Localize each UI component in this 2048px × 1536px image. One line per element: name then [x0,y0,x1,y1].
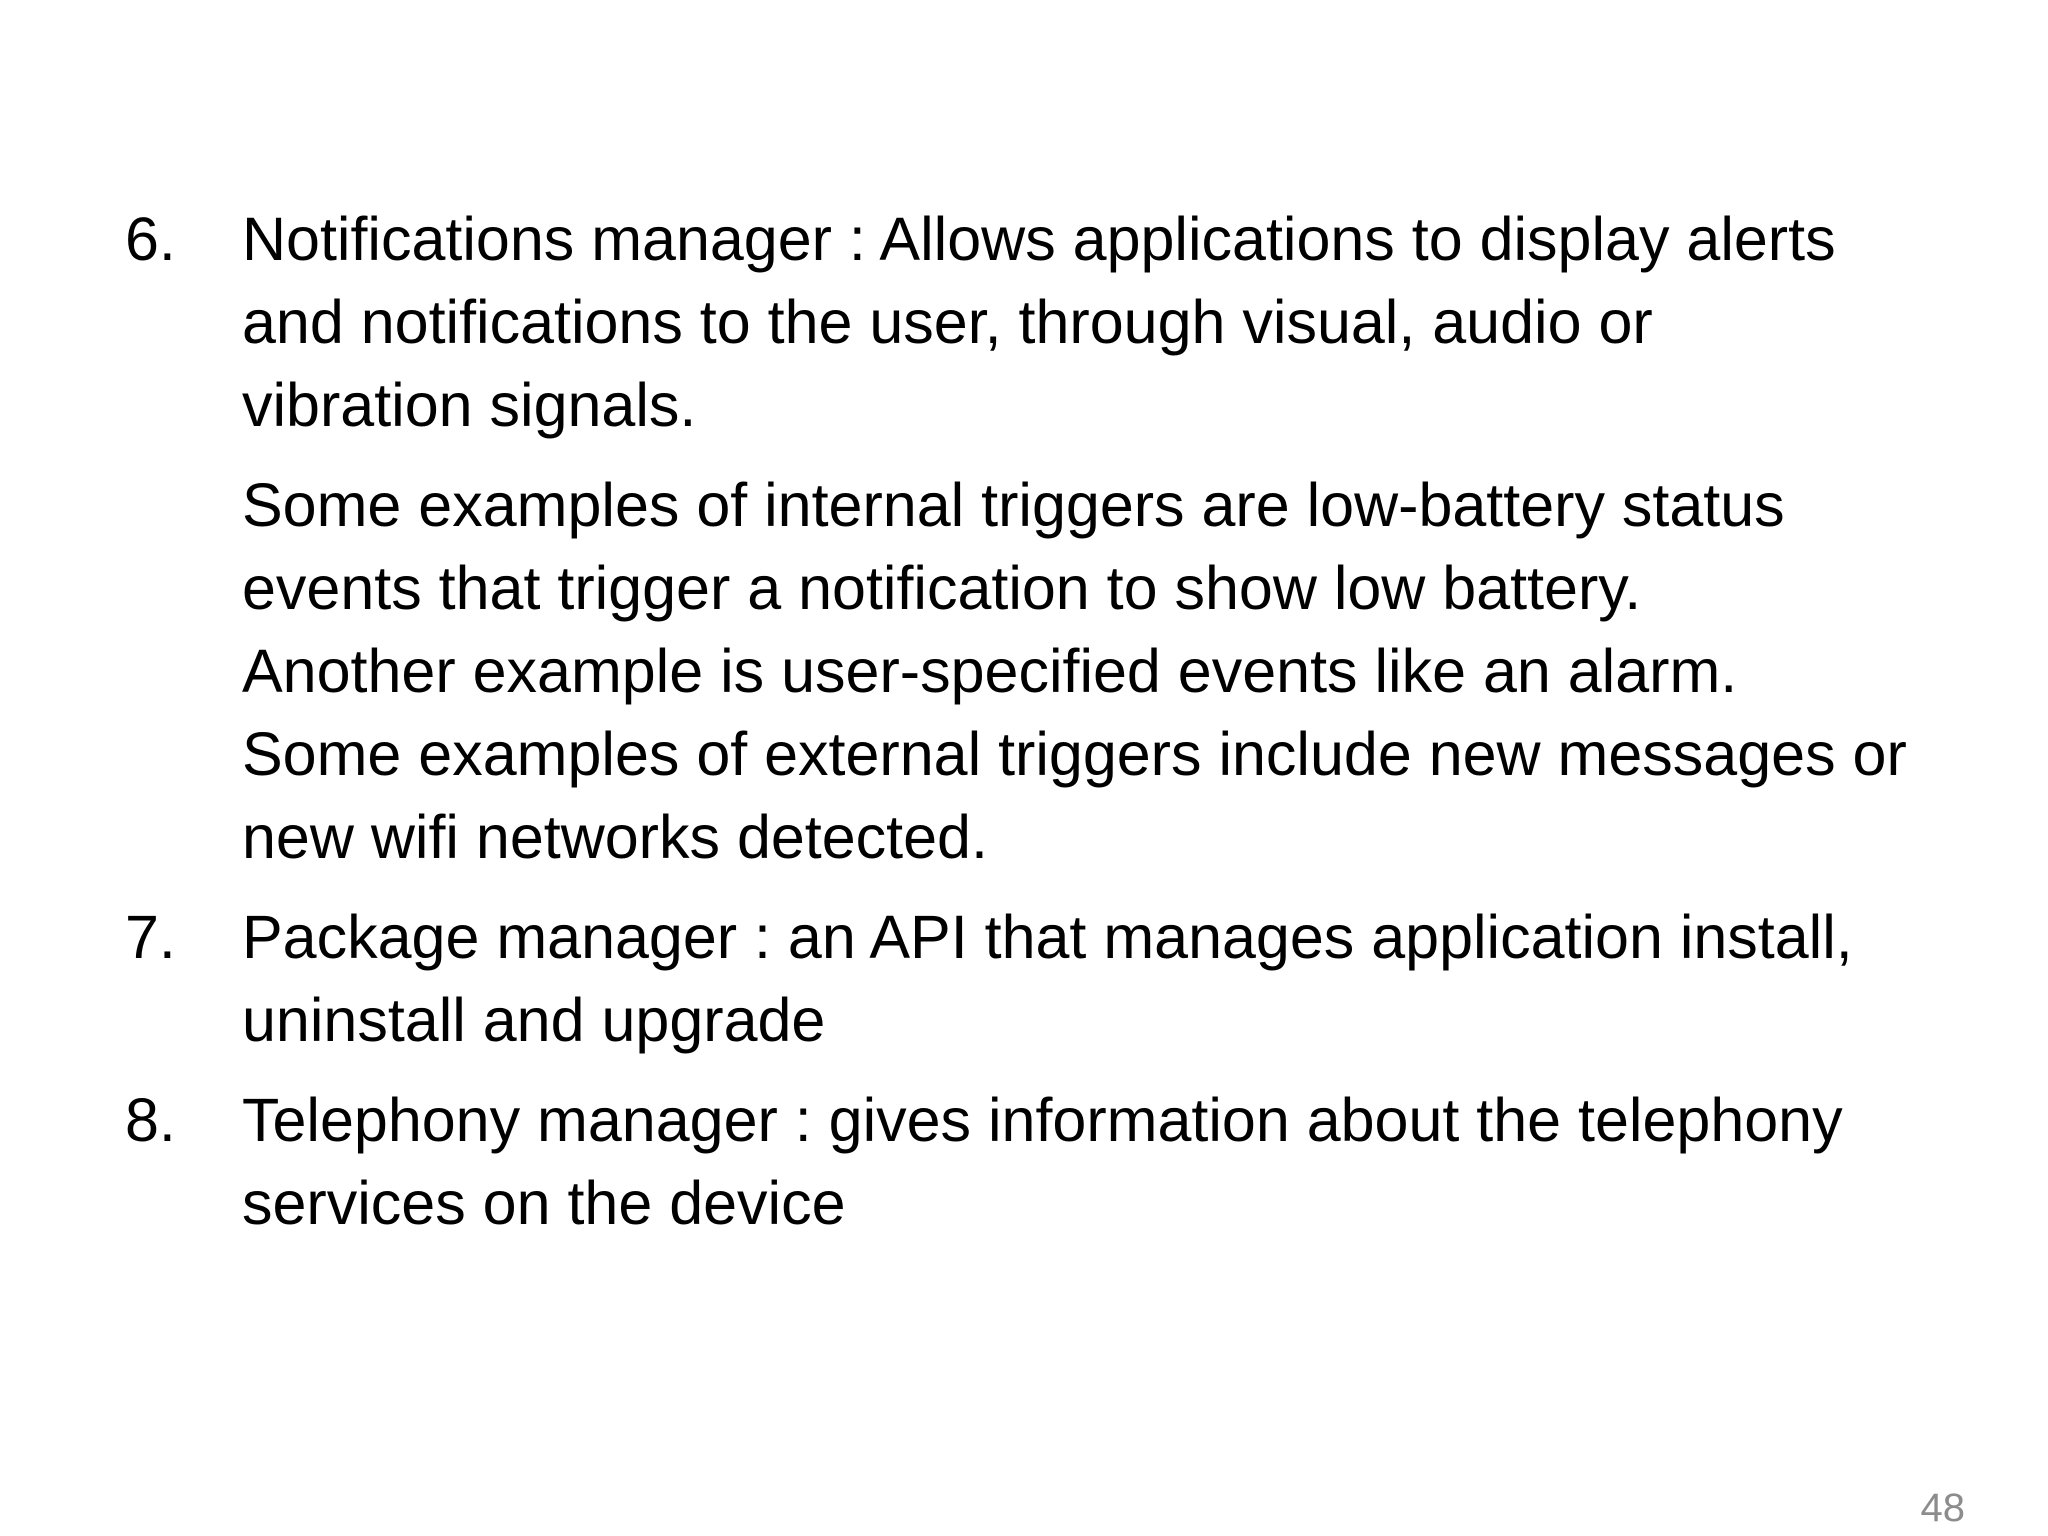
list-item-7 [125,896,1945,1062]
text-line: new wifi networks detected. [242,803,988,871]
examples-paragraph [242,464,1945,879]
text-line: vibration signals. [242,371,697,439]
text-line: Package manager : an API that manages application install, [242,903,1853,971]
list-number: 6. [125,205,176,273]
page-number: 48 [1920,1486,1965,1530]
list-item-6 [125,198,1945,879]
text-line: Telephony manager : gives information about the telephony [242,1086,1843,1154]
text-line: and notifications to the user, through visual, audio or [242,288,1653,356]
text-line: Some examples of external triggers include new messages or [242,720,1907,788]
text-line: uninstall and upgrade [242,986,826,1054]
slide-body [125,198,1945,1245]
text-line: services on the device [242,1169,846,1237]
text-line: Another example is user-specified events like an alarm. [242,637,1738,705]
text-line: Some examples of internal triggers are low-battery status [242,471,1785,539]
list-item-8 [125,1079,1945,1245]
list-number: 7. [125,903,176,971]
text-line: Notifications manager : Allows applications to display alerts [242,205,1836,273]
list-number: 8. [125,1086,176,1154]
text-line: events that trigger a notification to show low battery. [242,554,1642,622]
